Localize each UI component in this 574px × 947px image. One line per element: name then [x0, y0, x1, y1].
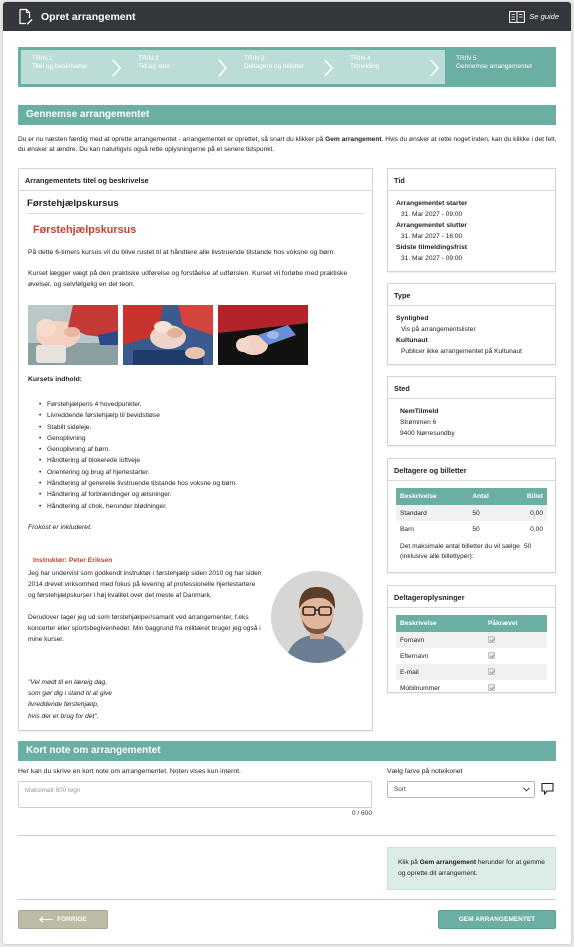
chevron-down-icon [523, 787, 530, 792]
course-content-heading: Kursets indhold: [28, 376, 82, 383]
panel-title: Deltagere og billetter [388, 459, 555, 481]
type-panel[interactable] [387, 283, 556, 365]
arrow-left-icon [39, 916, 53, 923]
chevron-right-icon [324, 59, 333, 77]
note-textarea[interactable]: Maksimalt 600 tegn [18, 781, 372, 808]
speech-bubble-icon [541, 782, 554, 795]
panel-title: Arrangementets titel og beskrivelse [19, 169, 372, 191]
cpr-adult-photo [28, 305, 118, 365]
place-city: 9400 Nørresundby [400, 430, 455, 437]
end-value: 31. Mar 2027 - 16:00 [401, 233, 463, 240]
max-tickets-label: Det maksimale antal billetter du vil sælge (inklusive alle billettyper): [400, 543, 520, 560]
table-row: Fornavn [396, 632, 547, 648]
instructor-quote: "Vel mødt til en læreig dag, som gør dig i stand til at give livreddende førstehjælp, hvis der er brug for det". [28, 679, 112, 720]
instructor-heading: Instruktør: Peter Eriksen [33, 557, 113, 564]
participant-info-table [396, 615, 547, 696]
step-label: Tid og sted [138, 62, 170, 70]
step-label: Titel og beskrivelse [32, 62, 88, 70]
step-2[interactable] [127, 50, 233, 84]
table-row: Efternavn [396, 648, 547, 664]
top-bar [3, 2, 571, 31]
checkbox-checked [488, 652, 495, 659]
description-panel[interactable] [18, 168, 373, 731]
guide-label: Se guide [529, 12, 559, 21]
list-item: • Håndtering af blokerede luftveje [39, 455, 237, 466]
list-item: • Håndtering af forbrændinger og ætsninger. [39, 489, 237, 500]
step-progress [18, 47, 556, 87]
column-header: Billet [508, 488, 547, 505]
note-color-select[interactable] [387, 781, 535, 798]
guide-link[interactable] [509, 11, 559, 23]
step-number: TRIN 1 [32, 55, 53, 62]
note-char-count: 0 / 600 [351, 810, 372, 817]
table-row: Standard 50 0,00 [396, 505, 547, 521]
column-header: Beskrivelse [396, 488, 468, 505]
list-item: • Orientering og brug af hjertestarter. [39, 467, 237, 478]
page [3, 2, 571, 944]
cpr-baby-photo [218, 305, 308, 365]
step-5[interactable] [445, 50, 553, 84]
list-item: • Håndtering af chok, herunder blødninger. [39, 501, 237, 512]
column-header: Påkrævet [484, 615, 547, 632]
tickets-table [396, 488, 547, 537]
panel-title: Deltageroplysninger [388, 586, 555, 608]
place-name: NemTilmeld [400, 408, 439, 415]
step-3[interactable] [233, 50, 339, 84]
list-item: • Håndtering af generelle livstruende tilstande hos voksne og børn. [39, 478, 237, 489]
deadline-value: 31. Mar 2027 - 09:00 [401, 255, 463, 262]
visibility-value: Vis på arrangementslister [401, 326, 476, 333]
column-header: Antal [468, 488, 508, 505]
note-heading: Kort note om arrangementet [18, 741, 556, 761]
table-row: E-mail [396, 664, 547, 680]
start-value: 31. Mar 2027 - 09:00 [401, 211, 463, 218]
chevron-right-icon [112, 59, 121, 77]
kultunaut-label: Kultunaut [396, 337, 428, 344]
photo-strip [28, 305, 308, 365]
checkbox-checked [488, 636, 495, 643]
time-panel[interactable] [387, 168, 556, 272]
table-row: Mobilnummer [396, 680, 547, 696]
table-row: Barn 50 0,00 [400, 525, 543, 533]
visibility-label: Synlighed [396, 315, 429, 322]
course-content-list [39, 399, 237, 512]
panel-title: Tid [388, 169, 555, 191]
instructor-bio: Jeg har undervist som godkendt instruktør i førstehjælp siden 2010 og har siden 2014 drevet virksomhed med fokus på levering af professionelle hjertestartere og førstehjælpskurser i høj kvalitet over det meste af Danmark. Derudover tager jeg ud som førstehjælper/samarit ved arrangementer, f.eks koncerter eller sportsbegivenheder. Min baggrund fra militæret bruger jeg også i mine kurser. [28, 570, 262, 644]
panel-title: Type [388, 284, 555, 306]
chevron-right-icon [218, 59, 227, 77]
description-heading: Førstehjælpskursus [33, 224, 137, 236]
cpr-training-photo [123, 305, 213, 365]
participant-info-panel[interactable] [387, 585, 556, 693]
previous-label: FORRIGE [57, 916, 87, 923]
chevron-right-icon [430, 59, 439, 77]
tickets-panel[interactable] [387, 458, 556, 573]
previous-button[interactable] [18, 910, 108, 929]
review-intro: Du er nu næsten færdig med at oprette arrangementet - arrangementet er oprettet, så snart du klikker på Gem arrangement. Hvis du ønsker at rette noget inden, kan du klikke i det felt, du ønsker at ændre. Du kan naturligvis også rette oplysningerne på et senere tidspunkt. [18, 136, 557, 153]
checkbox-checked [488, 668, 495, 675]
save-hint: Klik på Gem arrangement herunder for at gemme og oprette dit arrangement. [387, 847, 556, 890]
kultunaut-value: Publicer ikke arrangementet på Kultunaut [401, 348, 522, 355]
review-heading: Gennemse arrangementet [18, 105, 556, 125]
description-paragraph: Kurset lægger vægt på den praktiske udførelse og forståelse af udførslen. Kurset vil forløbe med praktiske øvelser, og selvfølgelig en del teori. [28, 270, 348, 289]
step-label: Gennemse arrangementet [456, 62, 532, 70]
page-title: Opret arrangement [41, 10, 136, 23]
save-event-button[interactable]: GEM ARRANGEMENTET [438, 910, 556, 929]
step-4[interactable] [339, 50, 445, 84]
column-header: Beskrivelse [396, 615, 484, 632]
guide-book-icon [509, 11, 525, 23]
list-item: • Stabilt sideleje. [39, 422, 237, 433]
instructor-avatar [271, 571, 363, 663]
list-item: • Livreddende førstehjælp til bevidstløse [39, 410, 237, 421]
selected-color: Sort [394, 786, 406, 793]
step-label: Deltagere og billetter [244, 62, 304, 70]
divider [18, 835, 556, 836]
start-label: Arrangementet starter [396, 200, 468, 207]
step-number: TRIN 5 [456, 55, 477, 62]
panel-title: Sted [388, 377, 555, 399]
note-color-label: Vælg farve på noteikonet [387, 768, 463, 775]
end-label: Arrangementet slutter [396, 222, 468, 229]
step-1[interactable] [21, 50, 127, 84]
place-street: Strømmen 6 [400, 419, 437, 426]
document-edit-icon [17, 8, 33, 25]
event-title[interactable]: Førstehjælpskursus [27, 198, 364, 214]
note-description: Her kan du skrive en kort note om arrangementet. Noten vises kun internt. [18, 768, 241, 775]
list-item: • Førstehjælpens 4 hovedpunkter. [39, 399, 237, 410]
description-paragraph: På dette 6-timers kursus vil du blive rustet til at håndtere alle livstruende tilstande hos voksne og børn. [28, 249, 336, 256]
deadline-label: Sidste tilmeldingsfrist [396, 244, 468, 251]
list-item: • Genoplivning af børn. [39, 444, 237, 455]
step-number: TRIN 3 [244, 55, 265, 62]
list-item: • Genoplivning [39, 433, 237, 444]
step-number: TRIN 4 [350, 55, 371, 62]
lunch-note: Frokost er inkluderet. [28, 524, 92, 531]
step-number: TRIN 2 [138, 55, 159, 62]
checkbox-checked [488, 684, 495, 691]
max-tickets-value: 50 [524, 543, 532, 550]
divider [18, 899, 556, 900]
step-label: Tilmelding [350, 62, 380, 70]
place-panel[interactable] [387, 376, 556, 446]
